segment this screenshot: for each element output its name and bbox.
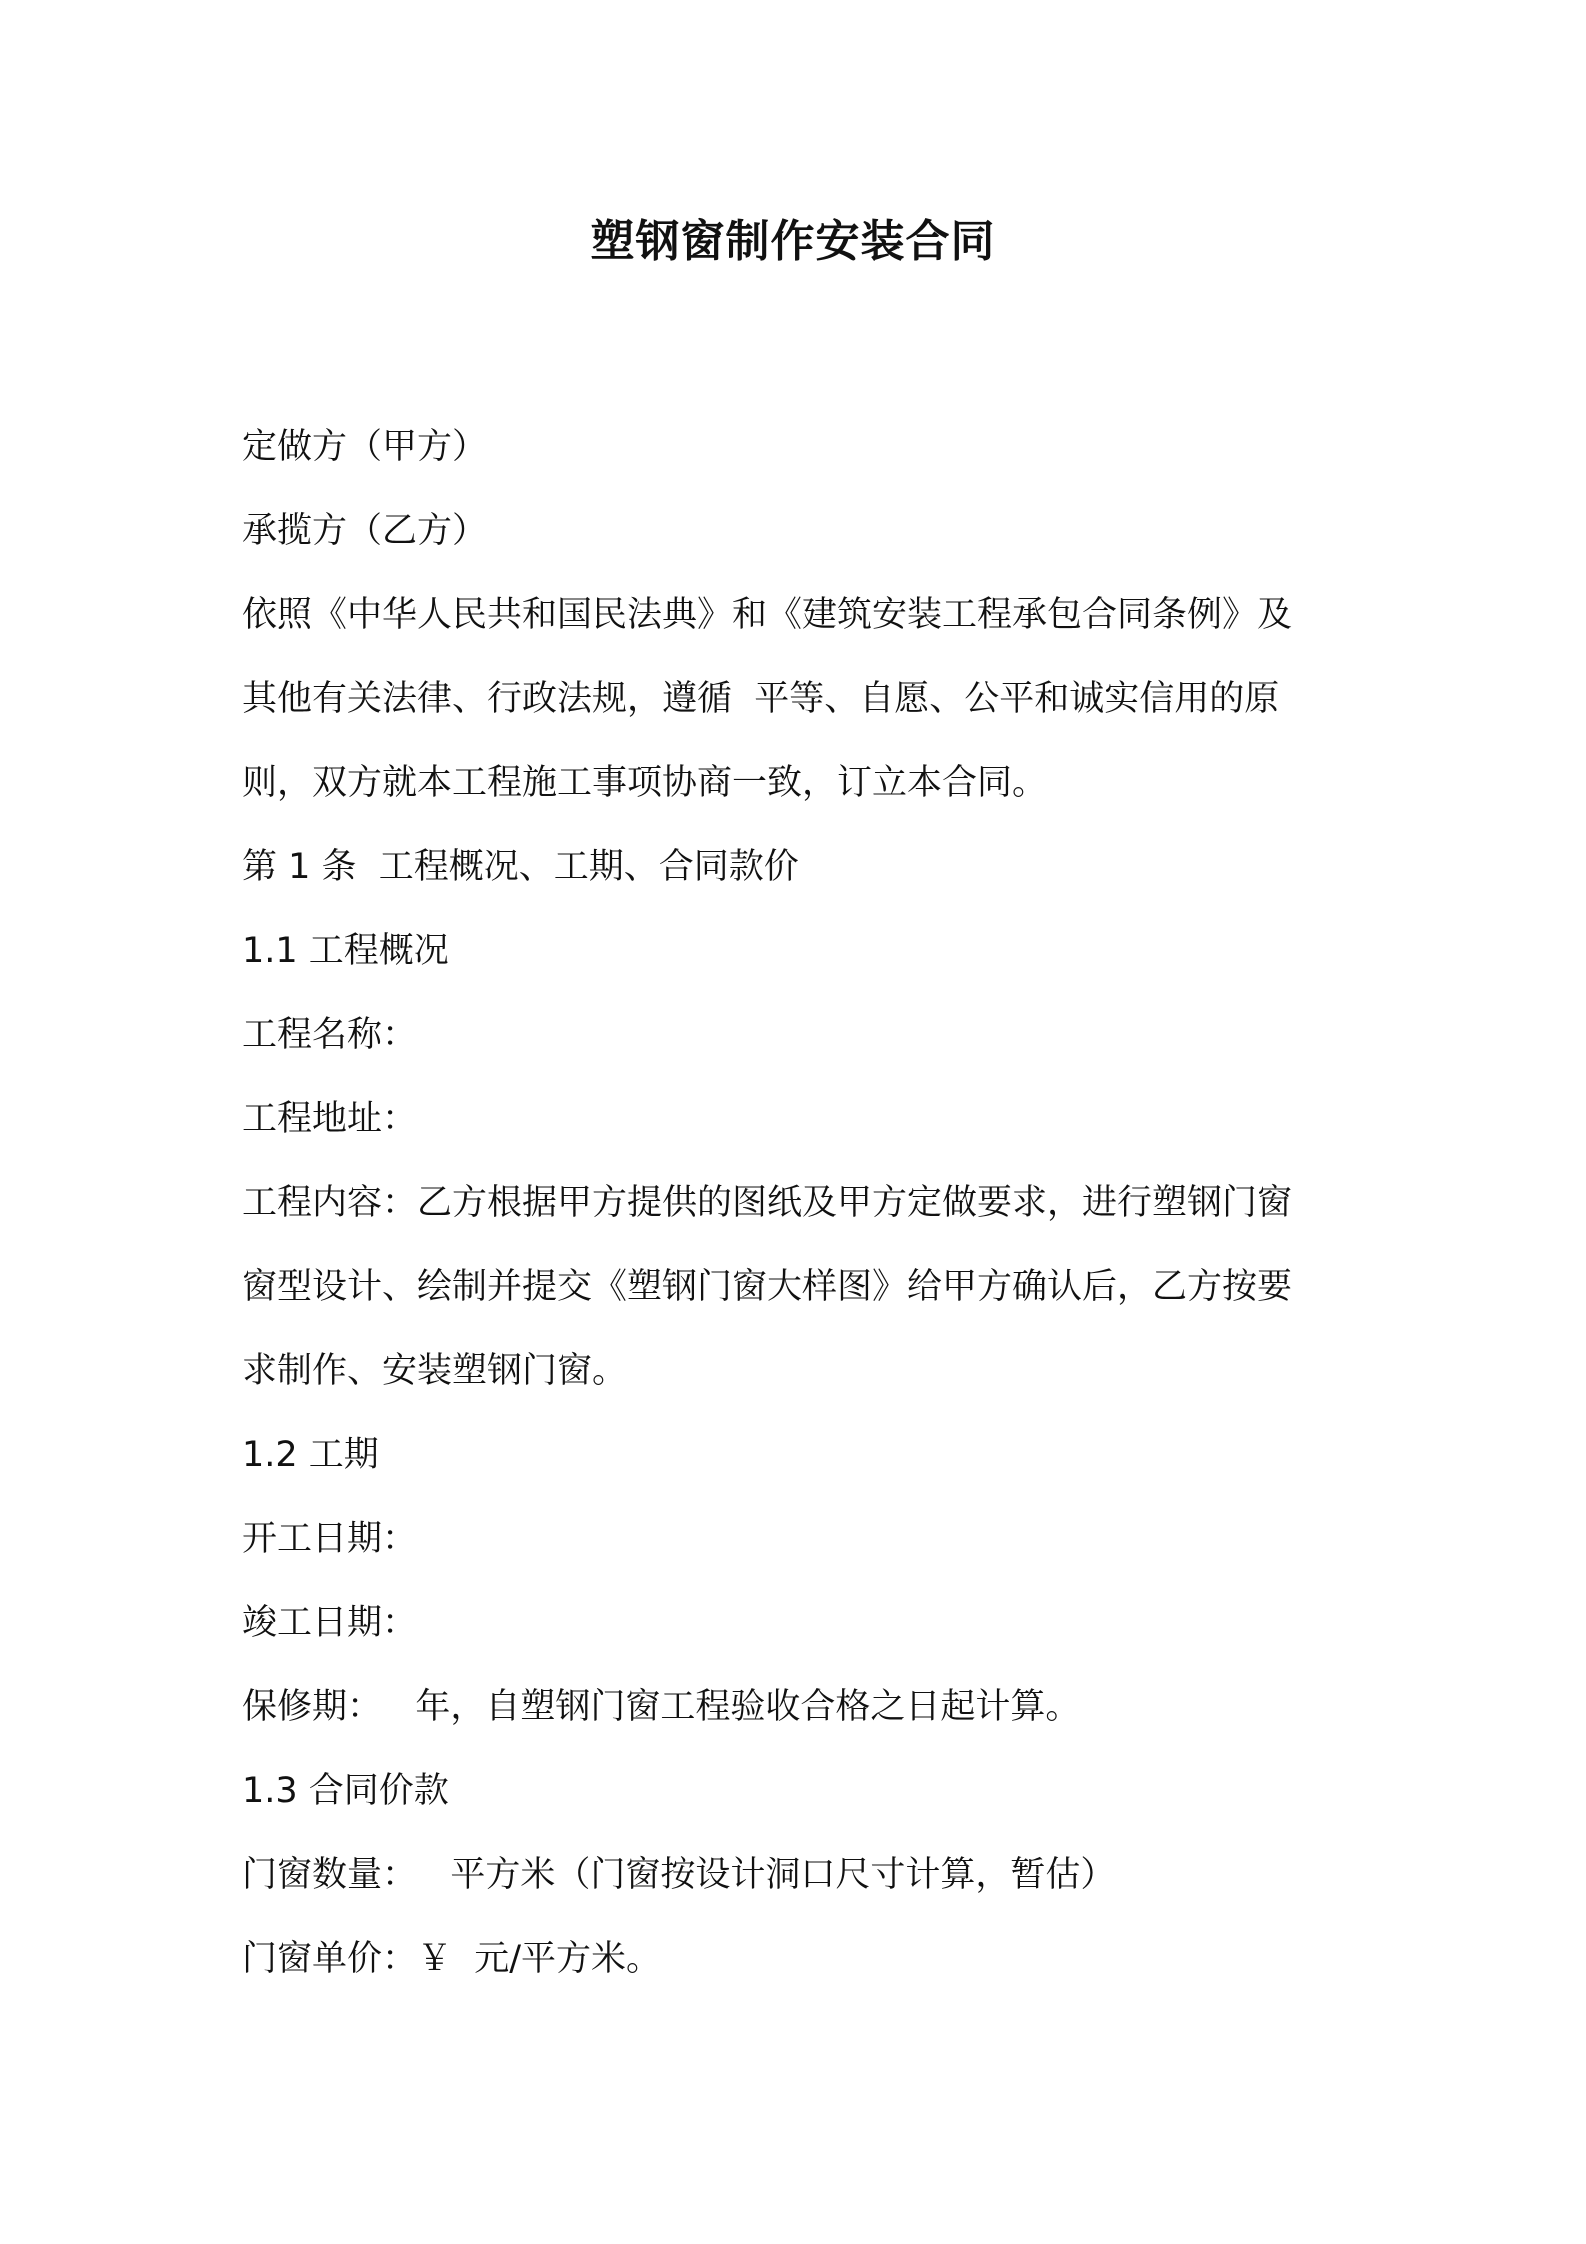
project-content-line-3: 求制作、安装塑钢门窗。 xyxy=(242,1351,628,1391)
completion-date-line: 竣工日期： xyxy=(242,1603,418,1643)
contract-body xyxy=(242,405,1352,2001)
section-1-1-heading: 1.1 工程概况 xyxy=(242,931,449,971)
article-1-heading: 第 1 条 工程概况、工期、合同款价 xyxy=(242,847,799,887)
preamble-line-2: 其他有关法律、行政法规，遵循 平等、自愿、公平和诚实信用的原 xyxy=(242,679,1280,719)
project-content-line-2: 窗型设计、绘制并提交《塑钢门窗大样图》给甲方确认后，乙方按要 xyxy=(242,1267,1293,1307)
warranty-line: 保修期： 年，自塑钢门窗工程验收合格之日起计算。 xyxy=(242,1687,1081,1727)
project-name-line: 工程名称： xyxy=(242,1015,418,1055)
document-title: 塑钢窗制作安装合同 xyxy=(590,216,996,267)
project-address-line: 工程地址： xyxy=(242,1099,418,1139)
section-1-3-heading: 1.3 合同价款 xyxy=(242,1771,449,1811)
party-b-line: 承揽方（乙方） xyxy=(242,511,488,551)
start-date-line: 开工日期： xyxy=(242,1519,418,1559)
section-1-2-heading: 1.2 工期 xyxy=(242,1435,379,1475)
window-unit-price-line: 门窗单价：￥ 元/平方米。 xyxy=(242,1939,662,1979)
party-a-line: 定做方（甲方） xyxy=(242,427,488,467)
preamble-line-1: 依照《中华人民共和国民法典》和《建筑安装工程承包合同条例》及 xyxy=(242,595,1293,635)
project-content-line-1: 工程内容：乙方根据甲方提供的图纸及甲方定做要求，进行塑钢门窗 xyxy=(242,1183,1293,1223)
preamble-line-3: 则，双方就本工程施工事项协商一致，订立本合同。 xyxy=(242,763,1048,803)
window-quantity-line: 门窗数量： 平方米（门窗按设计洞口尺寸计算，暂估） xyxy=(242,1855,1116,1895)
